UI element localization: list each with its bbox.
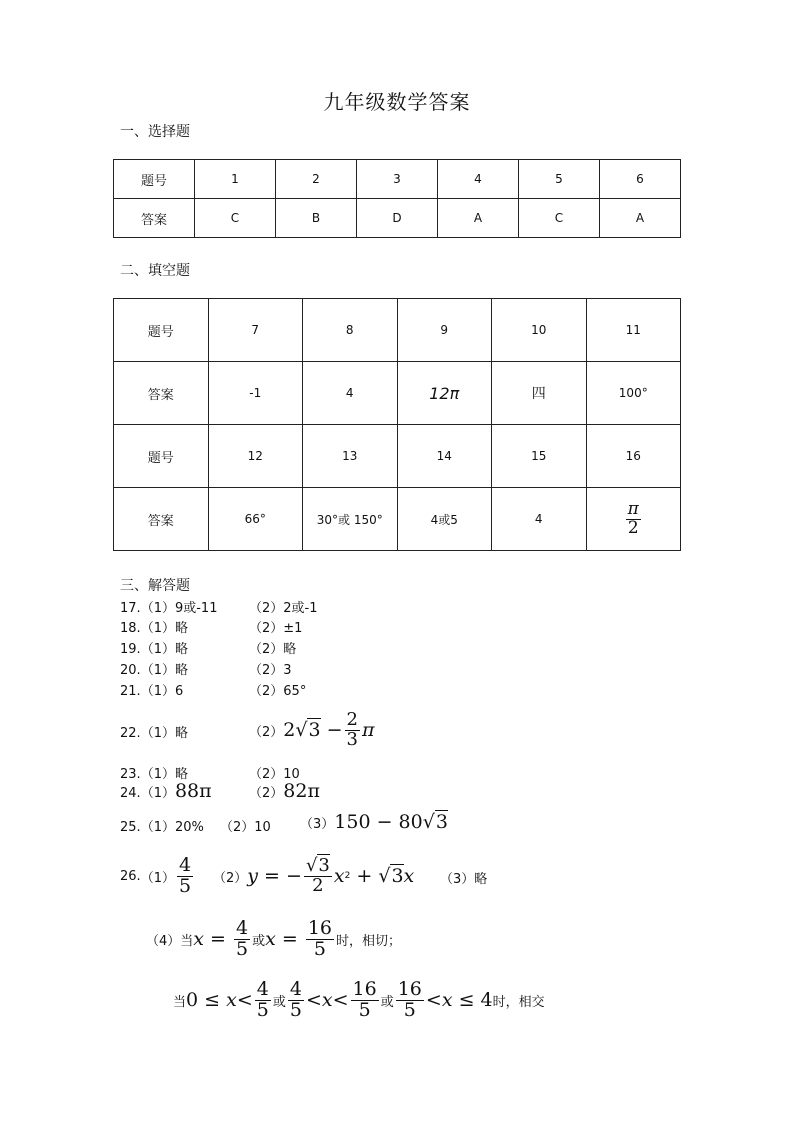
answer-17-part1: 17.（1）9或-11 [120,601,218,616]
table-cell: 四 [492,362,587,425]
answer-17-part2: （2）2或-1 [249,601,318,616]
table-cell: 16 [586,425,681,488]
row-label-number: 题号 [114,160,195,199]
answer-25-part2: （2）10 [220,820,271,835]
table-cell: 6 [600,160,681,199]
fraction-pi-over-2: $\frac{\pi}{2}$ [627,498,639,538]
table-cell: D [357,199,438,238]
answer-18-part2: （2）±1 [249,621,303,636]
table-cell: B [276,199,357,238]
answer-21-part2: （2）65° [249,684,307,699]
row-label-number: 题号 [114,425,209,488]
answer-26-part2: （2） y = − $\frac{√3}{2}$ x 2 + √3 x [213,854,415,896]
table-cell: 8 [303,299,398,362]
table-cell: 12π [397,362,492,425]
fraction: $\frac{4}{5}$ [289,977,302,1021]
answer-22-part2: （2） 2√3 − $\frac{2}{3}$ π [249,708,375,750]
answer-23-part2: （2）10 [249,767,300,782]
table-row [114,488,681,551]
row-label-answer: 答案 [114,199,195,238]
section-fill-heading: 二、填空题 [120,263,190,279]
answer-24-part1: 24.（1）88π [120,780,212,802]
answer-19-part1: 19.（1）略 [120,642,188,657]
table-cell: 2 [276,160,357,199]
table-row [114,160,681,199]
table-cell: 15 [492,425,587,488]
table-cell [586,488,681,551]
fraction: $\frac{4}{5}$ [236,916,249,960]
table-cell: 30°或 150° [303,488,398,551]
section-choice-heading: 一、选择题 [120,124,190,140]
answer-24-part2: （2）82π [249,780,320,802]
table-cell: 3 [357,160,438,199]
answer-22-part1: 22.（1）略 [120,726,188,741]
table-cell: 12 [208,425,303,488]
section-solve-heading: 三、解答题 [120,578,190,594]
row-label-answer: 答案 [114,362,209,425]
answer-25-part1: 25.（1）20% [120,820,204,835]
answer-26-part1: 26. （1） $\frac{4}{5}$ [120,853,192,897]
table-cell: 100° [586,362,681,425]
fraction: $\frac{16}{5}$ [352,977,377,1021]
answer-18-part1: 18.（1）略 [120,621,188,636]
answer-26-part3: （3）略 [440,872,488,887]
answer-25-part3: （3）150 − 80√3 [300,811,448,833]
table-cell: 13 [303,425,398,488]
table-cell: 9 [397,299,492,362]
table-cell: 4 [303,362,398,425]
answer-21-part1: 21.（1）6 [120,684,184,699]
table-cell: C [519,199,600,238]
math-expression: 2√3 − [283,719,343,741]
answer-26-part5: 当 0 ≤ x < $\frac{4}{5}$ 或 $\frac{4}{5}$ < x < $\frac{16}{5}$ 或 $\frac{16}{5}$ < x ≤ 4 时，相交 [173,977,545,1021]
table-cell: 1 [195,160,276,199]
table-cell: -1 [208,362,303,425]
row-label-answer: 答案 [114,488,209,551]
fraction: $\frac{2}{3}$ [346,708,358,750]
table-row [114,362,681,425]
table-row [114,299,681,362]
table-cell: 4或5 [397,488,492,551]
table-cell: 14 [397,425,492,488]
fraction: $\frac{4}{5}$ [178,853,192,897]
fill-answer-table [113,298,681,551]
table-cell: 5 [519,160,600,199]
table-cell: A [438,199,519,238]
table-cell: 11 [586,299,681,362]
table-cell: 7 [208,299,303,362]
fraction: $\frac{√3}{2}$ [305,854,330,896]
table-cell: 4 [492,488,587,551]
fraction: $\frac{16}{5}$ [397,977,422,1021]
fraction: $\frac{16}{5}$ [307,916,333,960]
table-row [114,425,681,488]
table-cell: 66° [208,488,303,551]
choice-answer-table [113,159,681,238]
answer-23-part1: 23.（1）略 [120,767,188,782]
table-cell: C [195,199,276,238]
answer-20-part2: （2）3 [249,663,292,678]
table-cell: 4 [438,160,519,199]
fraction: $\frac{4}{5}$ [256,977,269,1021]
row-label-number: 题号 [114,299,209,362]
table-row [114,199,681,238]
table-cell: A [600,199,681,238]
answer-26-part4: （4）当 x = $\frac{4}{5}$ 或 x = $\frac{16}{5}$ 时，相切； [146,916,402,960]
answer-19-part2: （2）略 [249,642,297,657]
table-cell: 10 [492,299,587,362]
answer-20-part1: 20.（1）略 [120,663,188,678]
page-title: 九年级数学答案 [323,90,471,114]
